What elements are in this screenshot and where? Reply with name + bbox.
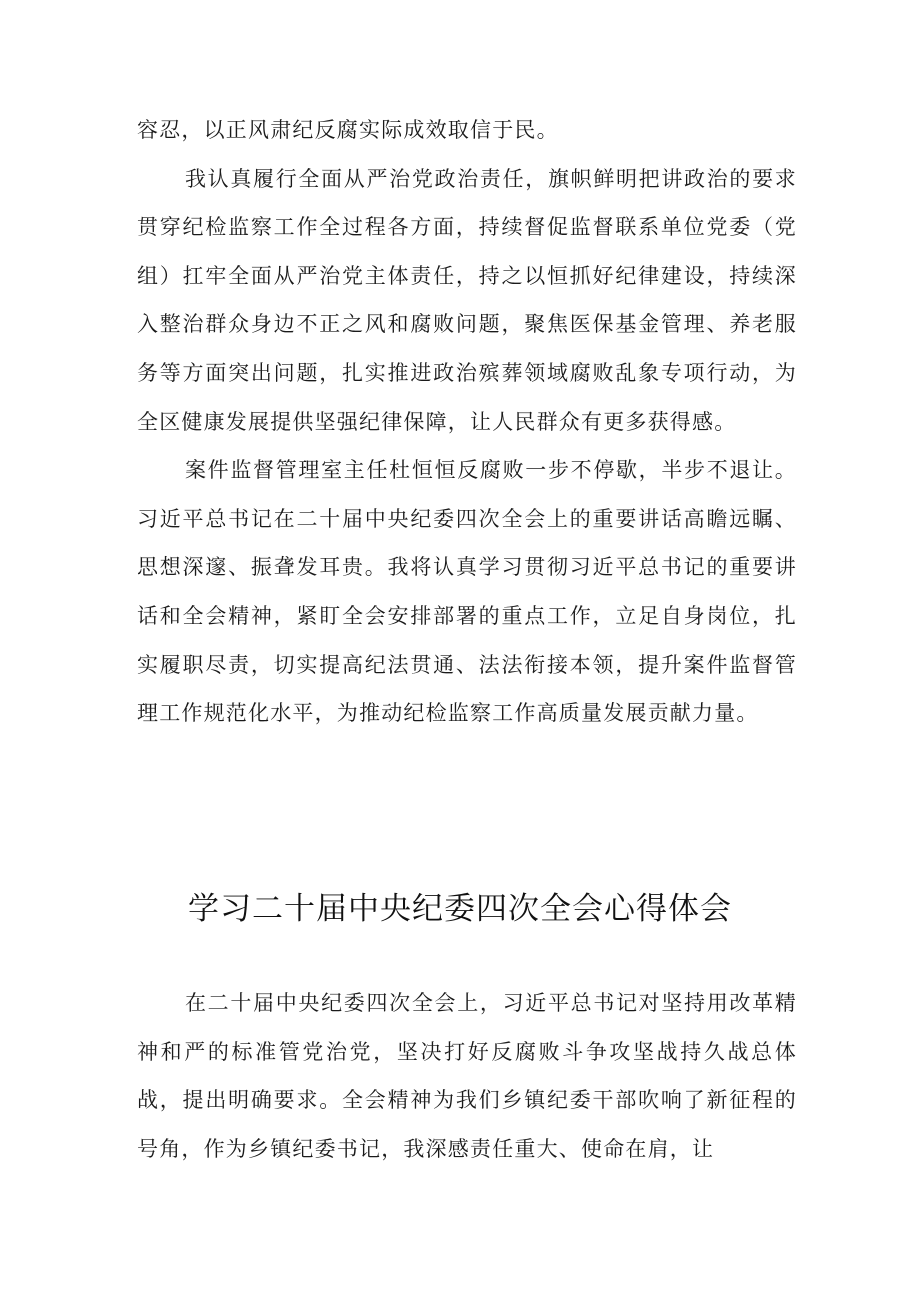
section-heading: 学习二十届中央纪委四次全会心得体会 bbox=[188, 891, 732, 927]
paragraph-continuation: 容忍，以正风肃纪反腐实际成效取信于民。 bbox=[137, 118, 559, 142]
body-text-top bbox=[137, 106, 797, 738]
paragraph: 我认真履行全面从严治党政治责任，旗帜鲜明把讲政治的要求贯穿纪检监察工作全过程各方面，持续督促监督联系单位党委（党组）扛牢全面从严治党主体责任，持之以恒抓好纪律建设，持续深入整治群众身边不正之风和腐败问题，聚焦医保基金管理、养老服务等方面突出问题，扎实推进政治殡葬领域腐败乱象专项行动，为全区健康发展提供坚强纪律保障，让人民群众有更多获得感。 bbox=[137, 166, 797, 434]
paragraph: 在二十届中央纪委四次全会上，习近平总书记对坚持用改革精神和严的标准管党治党，坚决打好反腐败斗争攻坚战持久战总体战，提出明确要求。全会精神为我们乡镇纪委干部吹响了新征程的号角，作为乡镇纪委书记，我深感责任重大、使命在肩，让 bbox=[137, 991, 797, 1161]
body-text-bottom bbox=[137, 979, 797, 1173]
paragraph: 案件监督管理室主任杜恒恒反腐败一步不停歇，半步不退让。习近平总书记在二十届中央纪委四次全会上的重要讲话高瞻远瞩、思想深邃、振聋发耳贵。我将认真学习贯彻习近平总书记的重要讲话和全会精神，紧盯全会安排部署的重点工作，立足自身岗位，扎实履职尽责，切实提高纪法贯通、法法衔接本领，提升案件监督管理工作规范化水平，为推动纪检监察工作高质量发展贡献力量。 bbox=[137, 458, 797, 726]
